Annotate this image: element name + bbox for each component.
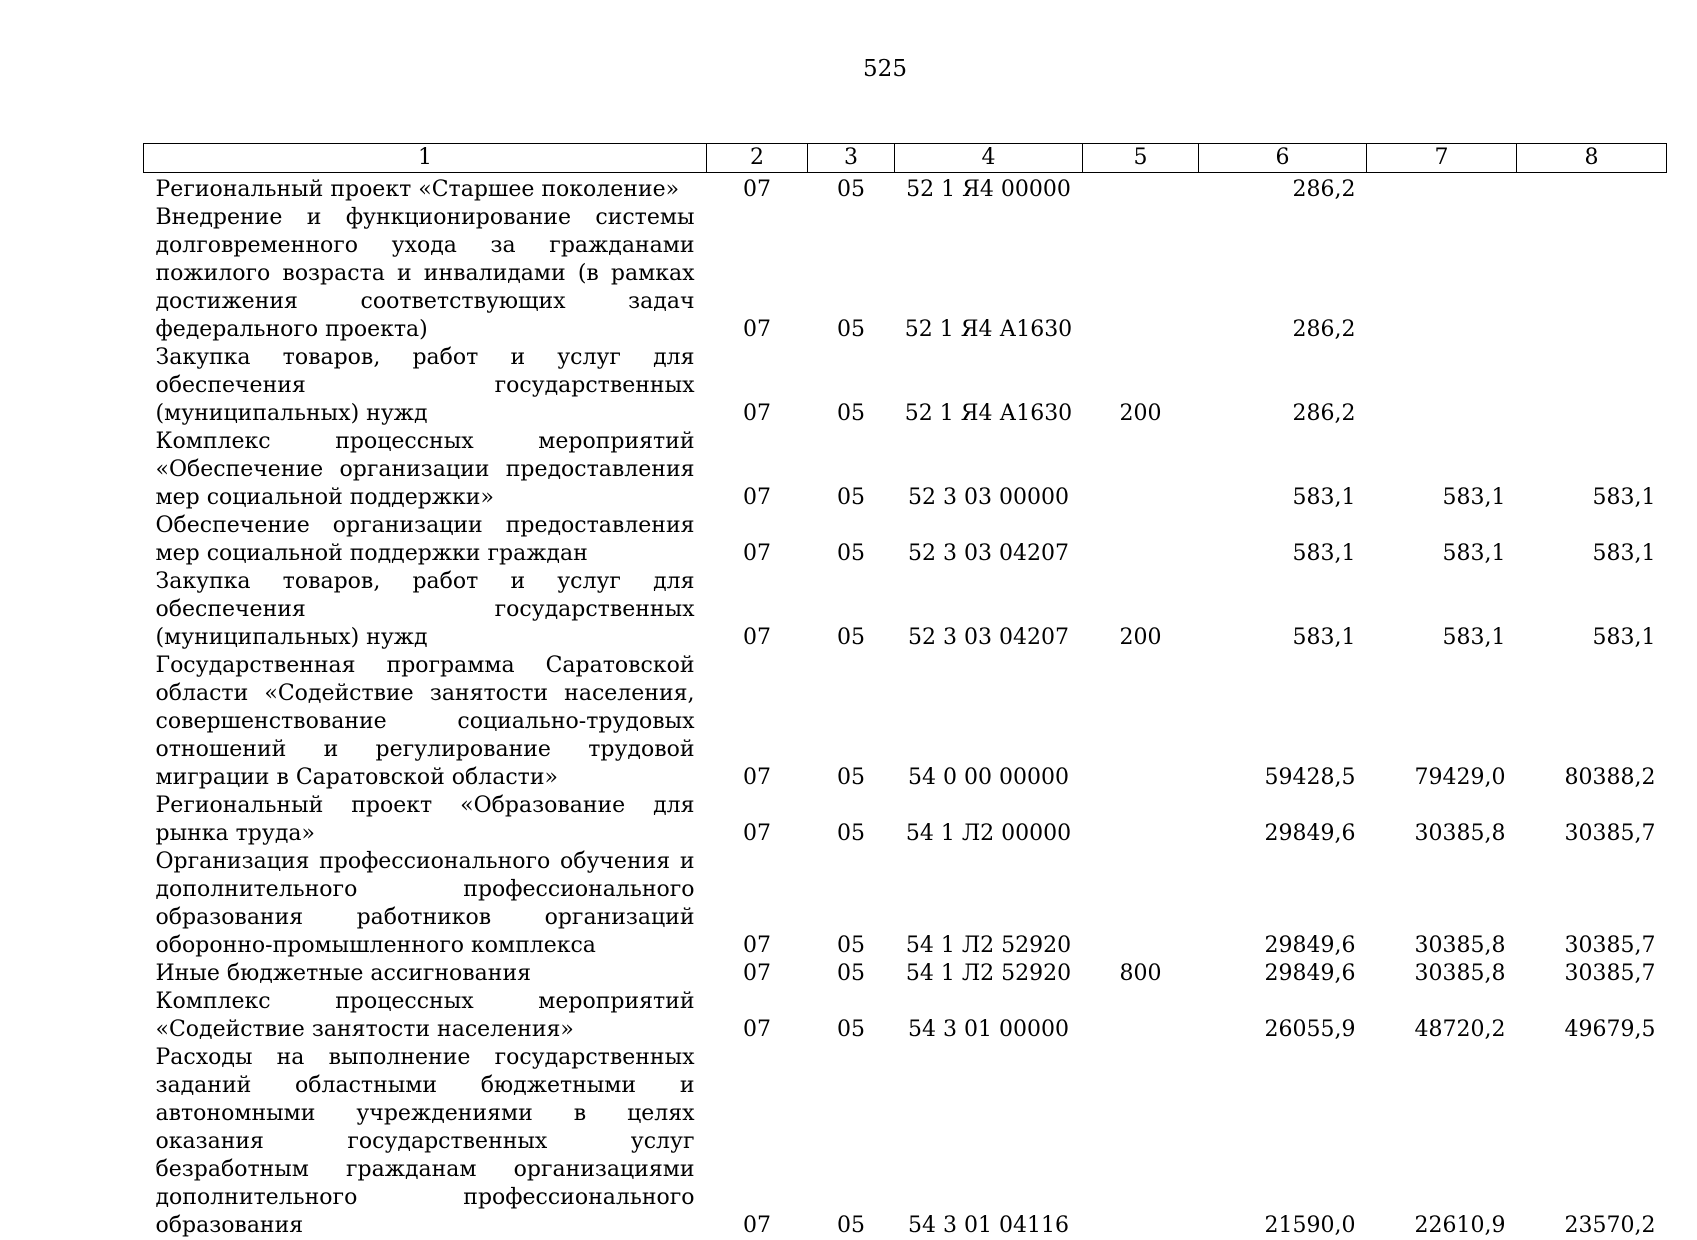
target-article-cell: 54 1 Л2 52920 bbox=[895, 960, 1083, 988]
amount-cell: 26055,9 bbox=[1199, 988, 1367, 1044]
section-cell: 07 bbox=[707, 512, 808, 568]
target-article-cell: 54 1 Л2 00000 bbox=[895, 792, 1083, 848]
section-cell: 07 bbox=[707, 848, 808, 960]
amount-cell: 286,2 bbox=[1199, 204, 1367, 344]
header-cell: 6 bbox=[1199, 144, 1367, 173]
amount-cell: 30385,8 bbox=[1367, 792, 1517, 848]
target-article-cell: 54 3 01 00000 bbox=[895, 988, 1083, 1044]
amount-cell: 286,2 bbox=[1199, 173, 1367, 205]
amount-cell: 29849,6 bbox=[1199, 792, 1367, 848]
header-cell: 4 bbox=[895, 144, 1083, 173]
amount-cell: 30385,7 bbox=[1517, 792, 1667, 848]
row-name-cell: Региональный проект «Старшее поколение» bbox=[144, 173, 707, 205]
expense-type-cell bbox=[1083, 988, 1199, 1044]
target-article-cell: 54 0 00 00000 bbox=[895, 652, 1083, 792]
subsection-cell: 05 bbox=[808, 792, 895, 848]
amount-cell: 23570,2 bbox=[1517, 1044, 1667, 1240]
table-row bbox=[144, 652, 1667, 792]
header-cell: 8 bbox=[1517, 144, 1667, 173]
table-row bbox=[144, 792, 1667, 848]
expense-type-cell: 200 bbox=[1083, 344, 1199, 428]
table-row bbox=[144, 344, 1667, 428]
expense-type-cell: 800 bbox=[1083, 960, 1199, 988]
header-cell: 5 bbox=[1083, 144, 1199, 173]
expense-type-cell bbox=[1083, 792, 1199, 848]
target-article-cell: 52 3 03 04207 bbox=[895, 512, 1083, 568]
row-name-cell: Государственная программа Саратовской области «Содействие занятости населения, совершенствование социально-трудовых отношений и регулирование трудовой миграции в Саратовской области» bbox=[144, 652, 707, 792]
section-cell: 07 bbox=[707, 1044, 808, 1240]
amount-cell: 29849,6 bbox=[1199, 960, 1367, 988]
subsection-cell: 05 bbox=[808, 652, 895, 792]
expense-type-cell bbox=[1083, 428, 1199, 512]
row-name-cell: Комплекс процессных мероприятий «Обеспечение организации предоставления мер социальной поддержки» bbox=[144, 428, 707, 512]
header-cell: 3 bbox=[808, 144, 895, 173]
target-article-cell: 52 1 Я4 00000 bbox=[895, 173, 1083, 205]
section-cell: 07 bbox=[707, 344, 808, 428]
amount-cell: 583,1 bbox=[1367, 428, 1517, 512]
table-row bbox=[144, 428, 1667, 512]
amount-cell bbox=[1367, 204, 1517, 344]
table-row bbox=[144, 848, 1667, 960]
table-row bbox=[144, 988, 1667, 1044]
amount-cell: 583,1 bbox=[1199, 568, 1367, 652]
amount-cell: 30385,7 bbox=[1517, 848, 1667, 960]
header-row bbox=[144, 144, 1667, 173]
subsection-cell: 05 bbox=[808, 344, 895, 428]
amount-cell: 30385,8 bbox=[1367, 848, 1517, 960]
subsection-cell: 05 bbox=[808, 1044, 895, 1240]
amount-cell: 583,1 bbox=[1199, 512, 1367, 568]
amount-cell: 22610,9 bbox=[1367, 1044, 1517, 1240]
section-cell: 07 bbox=[707, 988, 808, 1044]
row-name-cell: Комплекс процессных мероприятий «Содействие занятости населения» bbox=[144, 988, 707, 1044]
amount-cell: 583,1 bbox=[1517, 512, 1667, 568]
amount-cell bbox=[1517, 204, 1667, 344]
subsection-cell: 05 bbox=[808, 568, 895, 652]
section-cell: 07 bbox=[707, 173, 808, 205]
expense-type-cell bbox=[1083, 204, 1199, 344]
amount-cell: 583,1 bbox=[1517, 568, 1667, 652]
amount-cell: 583,1 bbox=[1367, 568, 1517, 652]
budget-table bbox=[143, 143, 1667, 1240]
table-row bbox=[144, 960, 1667, 988]
target-article-cell: 54 1 Л2 52920 bbox=[895, 848, 1083, 960]
amount-cell: 583,1 bbox=[1517, 428, 1667, 512]
table-row bbox=[144, 1044, 1667, 1240]
amount-cell: 21590,0 bbox=[1199, 1044, 1367, 1240]
subsection-cell: 05 bbox=[808, 848, 895, 960]
header-cell: 2 bbox=[707, 144, 808, 173]
page-number: 525 bbox=[0, 56, 1697, 82]
expense-type-cell bbox=[1083, 173, 1199, 205]
target-article-cell: 52 3 03 00000 bbox=[895, 428, 1083, 512]
row-name-cell: Региональный проект «Образование для рынка труда» bbox=[144, 792, 707, 848]
row-name-cell: Обеспечение организации предоставления мер социальной поддержки граждан bbox=[144, 512, 707, 568]
subsection-cell: 05 bbox=[808, 960, 895, 988]
subsection-cell: 05 bbox=[808, 428, 895, 512]
header-cell: 1 bbox=[144, 144, 707, 173]
row-name-cell: Расходы на выполнение государственных заданий областными бюджетными и автономными учреждениями в целях оказания государственных услуг безработным гражданам организациями дополнительного профессионального образования bbox=[144, 1044, 707, 1240]
section-cell: 07 bbox=[707, 204, 808, 344]
target-article-cell: 52 1 Я4 А1630 bbox=[895, 204, 1083, 344]
subsection-cell: 05 bbox=[808, 204, 895, 344]
amount-cell: 583,1 bbox=[1199, 428, 1367, 512]
expense-type-cell bbox=[1083, 652, 1199, 792]
amount-cell: 79429,0 bbox=[1367, 652, 1517, 792]
amount-cell bbox=[1517, 344, 1667, 428]
amount-cell: 583,1 bbox=[1367, 512, 1517, 568]
row-name-cell: Иные бюджетные ассигнования bbox=[144, 960, 707, 988]
amount-cell bbox=[1367, 173, 1517, 205]
target-article-cell: 52 1 Я4 А1630 bbox=[895, 344, 1083, 428]
row-name-cell: Закупка товаров, работ и услуг для обеспечения государственных (муниципальных) нужд bbox=[144, 344, 707, 428]
amount-cell: 59428,5 bbox=[1199, 652, 1367, 792]
expense-type-cell bbox=[1083, 512, 1199, 568]
amount-cell: 286,2 bbox=[1199, 344, 1367, 428]
section-cell: 07 bbox=[707, 428, 808, 512]
table-header bbox=[144, 144, 1667, 173]
subsection-cell: 05 bbox=[808, 988, 895, 1044]
subsection-cell: 05 bbox=[808, 512, 895, 568]
table-row bbox=[144, 173, 1667, 205]
expense-type-cell bbox=[1083, 848, 1199, 960]
table-row bbox=[144, 512, 1667, 568]
section-cell: 07 bbox=[707, 792, 808, 848]
amount-cell bbox=[1517, 173, 1667, 205]
row-name-cell: Внедрение и функционирование системы долговременного ухода за гражданами пожилого возраста и инвалидами (в рамках достижения соответствующих задач федерального проекта) bbox=[144, 204, 707, 344]
section-cell: 07 bbox=[707, 960, 808, 988]
table-row bbox=[144, 204, 1667, 344]
amount-cell: 48720,2 bbox=[1367, 988, 1517, 1044]
header-cell: 7 bbox=[1367, 144, 1517, 173]
expense-type-cell bbox=[1083, 1044, 1199, 1240]
row-name-cell: Закупка товаров, работ и услуг для обеспечения государственных (муниципальных) нужд bbox=[144, 568, 707, 652]
amount-cell: 30385,7 bbox=[1517, 960, 1667, 988]
expense-type-cell: 200 bbox=[1083, 568, 1199, 652]
table-row bbox=[144, 568, 1667, 652]
table-body bbox=[144, 173, 1667, 1240]
target-article-cell: 54 3 01 04116 bbox=[895, 1044, 1083, 1240]
section-cell: 07 bbox=[707, 652, 808, 792]
amount-cell: 29849,6 bbox=[1199, 848, 1367, 960]
subsection-cell: 05 bbox=[808, 173, 895, 205]
amount-cell: 30385,8 bbox=[1367, 960, 1517, 988]
amount-cell: 49679,5 bbox=[1517, 988, 1667, 1044]
row-name-cell: Организация профессионального обучения и дополнительного профессионального образования работников организаций оборонно-промышленного комплекса bbox=[144, 848, 707, 960]
amount-cell: 80388,2 bbox=[1517, 652, 1667, 792]
section-cell: 07 bbox=[707, 568, 808, 652]
amount-cell bbox=[1367, 344, 1517, 428]
target-article-cell: 52 3 03 04207 bbox=[895, 568, 1083, 652]
